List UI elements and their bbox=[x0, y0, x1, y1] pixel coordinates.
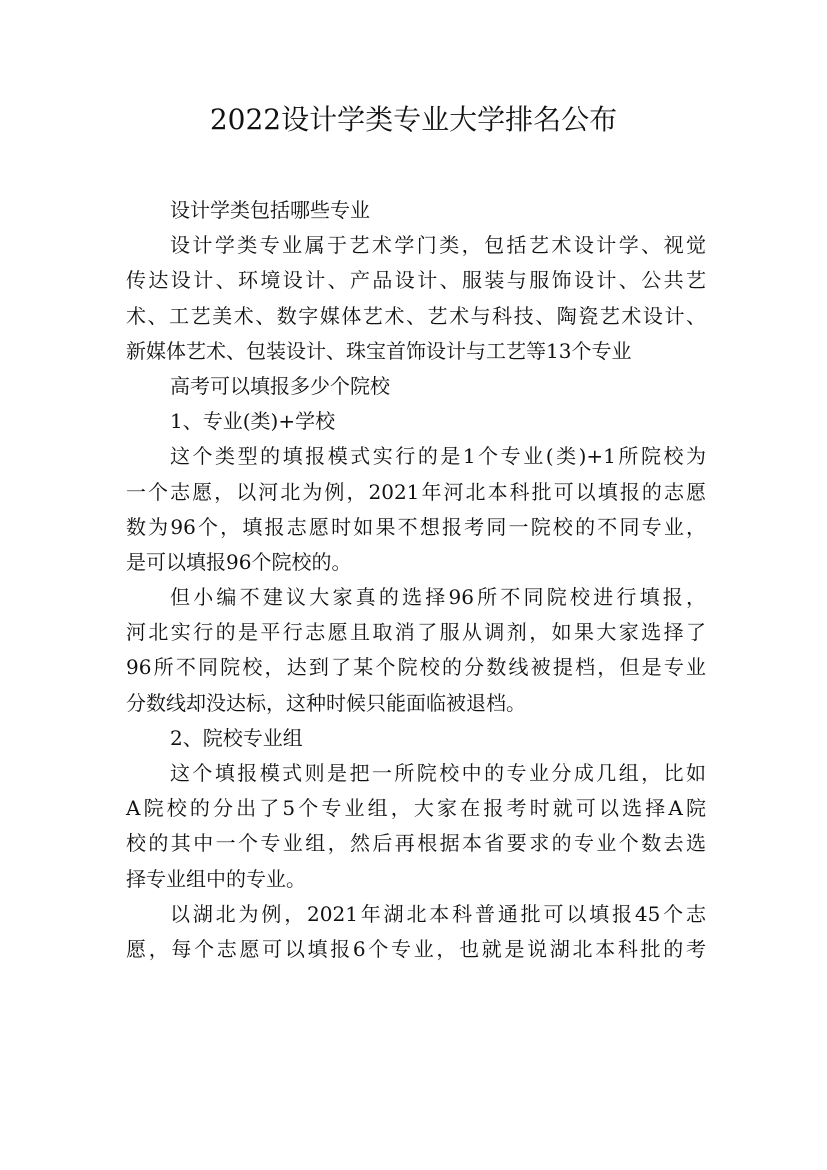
paragraph-heading-mode-1 bbox=[126, 404, 706, 439]
text-line: 愿，每个志愿可以填报6个专业，也就是说湖北本科批的考 bbox=[126, 936, 706, 961]
text-line: 设计学类包括哪些专业 bbox=[170, 198, 370, 222]
text-line: 术、工艺美术、数字媒体艺术、艺术与科技、陶瓷艺术设计、 bbox=[126, 303, 706, 328]
page-title: 2022设计学类专业大学排名公布 bbox=[209, 103, 618, 136]
text-line: 河北实行的是平行志愿且取消了服从调剂，如果大家选择了 bbox=[126, 620, 706, 645]
text-line: 设计学类专业属于艺术学门类，包括艺术设计学、视觉 bbox=[170, 233, 706, 258]
text-line: 这个填报模式则是把一所院校中的专业分成几组，比如 bbox=[170, 761, 706, 785]
paragraph-heading-mode-2 bbox=[126, 721, 706, 756]
text-line: 择专业组中的专业。 bbox=[126, 866, 306, 891]
paragraph-mode-1-detail bbox=[126, 439, 706, 580]
text-line: 校的其中一个专业组，然后再根据本省要求的专业个数去选 bbox=[126, 831, 706, 856]
text-line: 一个志愿，以河北为例，2021年河北本科批可以填报的志愿 bbox=[126, 479, 706, 504]
text-line: 数为96个，填报志愿时如果不想报考同一院校的不同专业， bbox=[126, 514, 706, 539]
text-line: 2、院校专业组 bbox=[170, 725, 303, 750]
text-line: 高考可以填报多少个院校 bbox=[170, 373, 390, 398]
paragraph-majors-list bbox=[126, 228, 706, 369]
paragraph-heading-majors bbox=[126, 193, 706, 228]
text-line: 新媒体艺术、包装设计、珠宝首饰设计与工艺等13个专业 bbox=[126, 338, 632, 363]
text-line: 这个类型的填报模式实行的是1个专业(类)+1所院校为 bbox=[170, 444, 706, 469]
text-line: 以湖北为例，2021年湖北本科普通批可以填报45个志 bbox=[170, 901, 706, 926]
paragraph-advice bbox=[126, 580, 706, 721]
paragraph-heading-schools bbox=[126, 369, 706, 404]
text-line: A院校的分出了5个专业组，大家在报考时就可以选择A院 bbox=[126, 796, 706, 821]
text-line: 96所不同院校，达到了某个院校的分数线被提档，但是专业 bbox=[126, 655, 706, 680]
text-line: 但小编不建议大家真的选择96所不同院校进行填报， bbox=[170, 585, 706, 610]
text-line: 1、专业(类)+学校 bbox=[170, 409, 336, 434]
text-line: 分数线却没达标，这种时候只能面临被退档。 bbox=[126, 690, 526, 715]
text-line: 是可以填报96个院校的。 bbox=[126, 549, 352, 574]
paragraph-hubei-example bbox=[126, 897, 706, 967]
paragraph-mode-2-detail bbox=[126, 756, 706, 897]
document-body bbox=[126, 193, 706, 967]
text-line: 传达设计、环境设计、产品设计、服装与服饰设计、公共艺 bbox=[126, 268, 706, 293]
